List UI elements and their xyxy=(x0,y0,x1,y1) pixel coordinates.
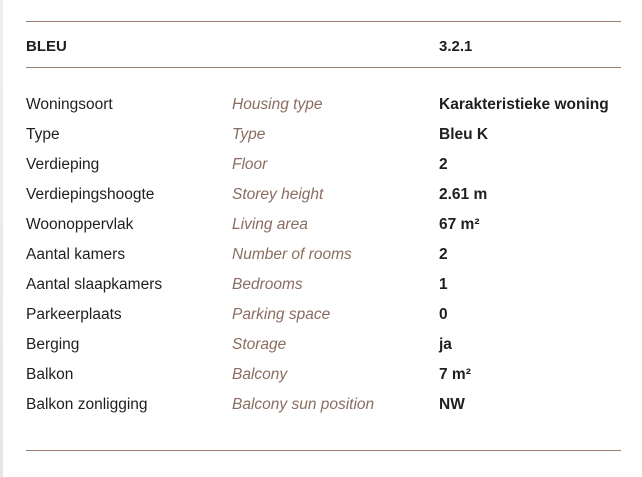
spec-value: ja xyxy=(439,336,452,353)
dutch-label: Woningsoort xyxy=(26,96,113,113)
spec-value: 2.61 m xyxy=(439,186,488,203)
english-label: Type xyxy=(232,126,266,143)
spec-value: 2 xyxy=(439,246,448,263)
english-label: Housing type xyxy=(232,96,323,113)
dutch-label: Parkeerplaats xyxy=(26,306,122,323)
dutch-label: Type xyxy=(26,126,60,143)
spec-header xyxy=(26,38,621,56)
dutch-label: Balkon xyxy=(26,366,74,383)
english-label: Balcony xyxy=(232,366,288,383)
dutch-label: Woonoppervlak xyxy=(26,216,134,233)
spec-row-storage xyxy=(26,336,621,366)
dutch-label: Verdiepingshoogte xyxy=(26,186,155,203)
english-label: Storage xyxy=(232,336,287,353)
spec-row-living-area xyxy=(26,216,621,246)
spec-row-bedrooms xyxy=(26,276,621,306)
left-edge-shadow xyxy=(0,0,3,477)
english-label: Bedrooms xyxy=(232,276,303,293)
dutch-label: Berging xyxy=(26,336,80,353)
header-divider xyxy=(26,67,621,68)
unit-name: BLEU xyxy=(26,38,67,55)
spec-value: NW xyxy=(439,396,465,413)
spec-row-balcony-sun xyxy=(26,396,621,426)
spec-table xyxy=(26,96,621,426)
dutch-label: Aantal slaapkamers xyxy=(26,276,163,293)
spec-row-balcony xyxy=(26,366,621,396)
bottom-divider xyxy=(26,450,621,451)
spec-value: 2 xyxy=(439,156,448,173)
spec-row-housing-type xyxy=(26,96,621,126)
dutch-label: Verdieping xyxy=(26,156,100,173)
spec-value: Karakteristieke woning xyxy=(439,96,609,113)
spec-value: Bleu K xyxy=(439,126,489,143)
spec-row-parking xyxy=(26,306,621,336)
spec-row-rooms xyxy=(26,246,621,276)
english-label: Number of rooms xyxy=(232,246,352,263)
dutch-label: Balkon zonligging xyxy=(26,396,148,413)
english-label: Floor xyxy=(232,156,268,173)
spec-row-floor xyxy=(26,156,621,186)
english-label: Parking space xyxy=(232,306,331,323)
top-divider xyxy=(26,21,621,22)
spec-row-storey-height xyxy=(26,186,621,216)
english-label: Storey height xyxy=(232,186,324,203)
dutch-label: Aantal kamers xyxy=(26,246,126,263)
english-label: Living area xyxy=(232,216,308,233)
spec-row-type xyxy=(26,126,621,156)
english-label: Balcony sun position xyxy=(232,396,375,413)
spec-value: 1 xyxy=(439,276,448,293)
spec-value: 67 m² xyxy=(439,216,480,233)
unit-code: 3.2.1 xyxy=(439,38,473,55)
spec-value: 0 xyxy=(439,306,448,323)
spec-value: 7 m² xyxy=(439,366,471,383)
